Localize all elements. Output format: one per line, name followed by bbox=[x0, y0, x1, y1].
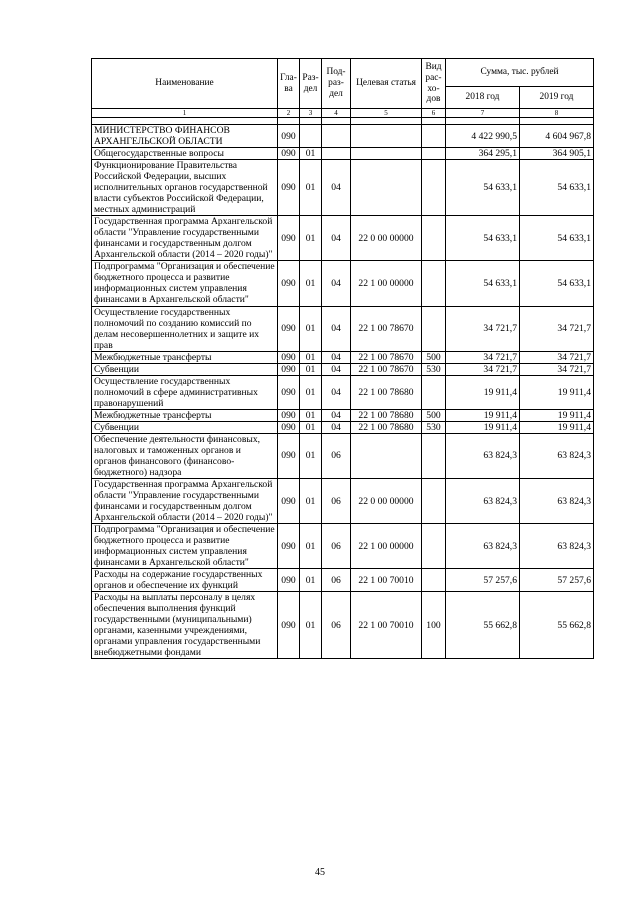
podrazdel-cell: 04 bbox=[322, 375, 351, 409]
podrazdel-cell: 06 bbox=[322, 524, 351, 569]
name-cell: Субвенции bbox=[92, 421, 278, 433]
glava-cell: 090 bbox=[278, 160, 300, 216]
glava-cell: 090 bbox=[278, 409, 300, 421]
celevaya-cell: 22 0 00 00000 bbox=[351, 216, 422, 261]
podrazdel-cell: 04 bbox=[322, 409, 351, 421]
glava-cell: 090 bbox=[278, 569, 300, 592]
vid-cell bbox=[422, 306, 446, 351]
celevaya-cell: 22 1 00 78670 bbox=[351, 363, 422, 375]
celevaya-cell bbox=[351, 433, 422, 478]
glava-cell: 090 bbox=[278, 261, 300, 306]
amount-2019-cell: 34 721,7 bbox=[520, 306, 594, 351]
razdel-cell: 01 bbox=[300, 421, 322, 433]
name-cell: Подпрограмма "Организация и обеспечение бюджетного процесса и развитие информационных систем управления финансами в Архангельской области" bbox=[92, 261, 278, 306]
razdel-cell: 01 bbox=[300, 148, 322, 160]
table-row bbox=[92, 148, 594, 160]
amount-2018-cell: 57 257,6 bbox=[446, 569, 520, 592]
celevaya-cell: 22 1 00 78680 bbox=[351, 409, 422, 421]
name-cell: Подпрограмма "Организация и обеспечение бюджетного процесса и развитие информационных систем управления финансами в Архангельской области" bbox=[92, 524, 278, 569]
podrazdel-cell bbox=[322, 125, 351, 148]
celevaya-cell: 22 1 00 00000 bbox=[351, 261, 422, 306]
page-number: 45 bbox=[315, 867, 325, 878]
amount-2019-cell: 55 662,8 bbox=[520, 592, 594, 659]
glava-cell: 090 bbox=[278, 433, 300, 478]
amount-2019-cell: 4 604 967,8 bbox=[520, 125, 594, 148]
table-row bbox=[92, 160, 594, 216]
amount-2018-cell: 34 721,7 bbox=[446, 363, 520, 375]
table-row bbox=[92, 375, 594, 409]
vid-cell bbox=[422, 569, 446, 592]
table-row bbox=[92, 421, 594, 433]
razdel-cell bbox=[300, 125, 322, 148]
amount-2018-cell: 55 662,8 bbox=[446, 592, 520, 659]
amount-2018-cell: 19 911,4 bbox=[446, 421, 520, 433]
celevaya-cell bbox=[351, 125, 422, 148]
name-cell: Функционирование Правительства Российской Федерации, высших исполнительных органов государственной власти субъектов Российской Федерации, местных администраций bbox=[92, 160, 278, 216]
name-cell: Субвенции bbox=[92, 363, 278, 375]
vid-cell bbox=[422, 125, 446, 148]
column-number: 4 bbox=[322, 109, 351, 118]
glava-cell: 090 bbox=[278, 125, 300, 148]
razdel-cell: 01 bbox=[300, 433, 322, 478]
podrazdel-cell: 06 bbox=[322, 478, 351, 523]
amount-2019-cell: 54 633,1 bbox=[520, 261, 594, 306]
amount-2018-cell: 63 824,3 bbox=[446, 524, 520, 569]
name-cell: Осуществление государственных полномочий в сфере административных правонарушений bbox=[92, 375, 278, 409]
vid-cell: 100 bbox=[422, 592, 446, 659]
column-number: 2 bbox=[278, 109, 300, 118]
podrazdel-cell: 06 bbox=[322, 433, 351, 478]
table-row bbox=[92, 306, 594, 351]
glava-cell: 090 bbox=[278, 524, 300, 569]
column-number-row bbox=[92, 109, 594, 118]
vid-cell bbox=[422, 433, 446, 478]
razdel-cell: 01 bbox=[300, 351, 322, 363]
header-name: Наименование bbox=[92, 59, 278, 109]
amount-2019-cell: 54 633,1 bbox=[520, 216, 594, 261]
glava-cell: 090 bbox=[278, 421, 300, 433]
table-row bbox=[92, 524, 594, 569]
celevaya-cell: 22 1 00 78670 bbox=[351, 306, 422, 351]
glava-cell: 090 bbox=[278, 216, 300, 261]
name-cell: Межбюджетные трансферты bbox=[92, 409, 278, 421]
glava-cell: 090 bbox=[278, 375, 300, 409]
amount-2018-cell: 63 824,3 bbox=[446, 433, 520, 478]
header-vid: Вид рас- хо- дов bbox=[422, 59, 446, 109]
header-razdel: Раз- дел bbox=[300, 59, 322, 109]
amount-2018-cell: 63 824,3 bbox=[446, 478, 520, 523]
razdel-cell: 01 bbox=[300, 375, 322, 409]
celevaya-cell bbox=[351, 160, 422, 216]
vid-cell bbox=[422, 524, 446, 569]
razdel-cell: 01 bbox=[300, 569, 322, 592]
amount-2018-cell: 54 633,1 bbox=[446, 261, 520, 306]
vid-cell: 530 bbox=[422, 421, 446, 433]
celevaya-cell: 22 1 00 78680 bbox=[351, 421, 422, 433]
razdel-cell: 01 bbox=[300, 160, 322, 216]
header-celevaya: Целевая статья bbox=[351, 59, 422, 109]
podrazdel-cell bbox=[322, 148, 351, 160]
celevaya-cell: 22 1 00 70010 bbox=[351, 592, 422, 659]
amount-2019-cell: 364 905,1 bbox=[520, 148, 594, 160]
name-cell: Государственная программа Архангельской области "Управление государственными финансами и государственным долгом Архангельской области (2014 – 2020 годы)" bbox=[92, 478, 278, 523]
vid-cell bbox=[422, 375, 446, 409]
amount-2019-cell: 34 721,7 bbox=[520, 351, 594, 363]
amount-2018-cell: 4 422 990,5 bbox=[446, 125, 520, 148]
vid-cell: 530 bbox=[422, 363, 446, 375]
amount-2018-cell: 34 721,7 bbox=[446, 351, 520, 363]
celevaya-cell: 22 1 00 70010 bbox=[351, 569, 422, 592]
glava-cell: 090 bbox=[278, 148, 300, 160]
header-year-2019: 2019 год bbox=[520, 87, 594, 109]
column-number: 3 bbox=[300, 109, 322, 118]
header-podrazdel: Под- раз- дел bbox=[322, 59, 351, 109]
celevaya-cell: 22 1 00 00000 bbox=[351, 524, 422, 569]
amount-2019-cell: 63 824,3 bbox=[520, 433, 594, 478]
amount-2018-cell: 19 911,4 bbox=[446, 409, 520, 421]
glava-cell: 090 bbox=[278, 351, 300, 363]
vid-cell bbox=[422, 160, 446, 216]
amount-2019-cell: 63 824,3 bbox=[520, 478, 594, 523]
glava-cell: 090 bbox=[278, 363, 300, 375]
amount-2019-cell: 63 824,3 bbox=[520, 524, 594, 569]
glava-cell: 090 bbox=[278, 592, 300, 659]
table-row bbox=[92, 478, 594, 523]
name-cell: Расходы на выплаты персоналу в целях обеспечения выполнения функций государственными (муниципальными) органами, казенными учреждениями, органами управления государственными внебюджетными фондами bbox=[92, 592, 278, 659]
amount-2019-cell: 19 911,4 bbox=[520, 375, 594, 409]
podrazdel-cell: 04 bbox=[322, 421, 351, 433]
razdel-cell: 01 bbox=[300, 524, 322, 569]
column-number: 8 bbox=[520, 109, 594, 118]
header-glava: Гла- ва bbox=[278, 59, 300, 109]
podrazdel-cell: 04 bbox=[322, 216, 351, 261]
amount-2018-cell: 54 633,1 bbox=[446, 216, 520, 261]
name-cell: Общегосударственные вопросы bbox=[92, 148, 278, 160]
razdel-cell: 01 bbox=[300, 306, 322, 351]
name-cell: Обеспечение деятельности финансовых, налоговых и таможенных органов и органов финансового (финансово-бюджетного) надзора bbox=[92, 433, 278, 478]
razdel-cell: 01 bbox=[300, 261, 322, 306]
amount-2018-cell: 19 911,4 bbox=[446, 375, 520, 409]
amount-2019-cell: 57 257,6 bbox=[520, 569, 594, 592]
table-row bbox=[92, 409, 594, 421]
razdel-cell: 01 bbox=[300, 363, 322, 375]
vid-cell bbox=[422, 216, 446, 261]
column-number: 1 bbox=[92, 109, 278, 118]
column-number: 5 bbox=[351, 109, 422, 118]
celevaya-cell: 22 0 00 00000 bbox=[351, 478, 422, 523]
podrazdel-cell: 04 bbox=[322, 306, 351, 351]
column-number: 7 bbox=[446, 109, 520, 118]
amount-2018-cell: 34 721,7 bbox=[446, 306, 520, 351]
podrazdel-cell: 04 bbox=[322, 363, 351, 375]
header-summa: Сумма, тыс. рублей bbox=[446, 59, 594, 87]
table-row bbox=[92, 363, 594, 375]
razdel-cell: 01 bbox=[300, 409, 322, 421]
glava-cell: 090 bbox=[278, 478, 300, 523]
podrazdel-cell: 04 bbox=[322, 351, 351, 363]
razdel-cell: 01 bbox=[300, 216, 322, 261]
celevaya-cell: 22 1 00 78680 bbox=[351, 375, 422, 409]
name-cell: МИНИСТЕРСТВО ФИНАНСОВ АРХАНГЕЛЬСКОЙ ОБЛАСТИ bbox=[92, 125, 278, 148]
celevaya-cell: 22 1 00 78670 bbox=[351, 351, 422, 363]
amount-2018-cell: 54 633,1 bbox=[446, 160, 520, 216]
vid-cell: 500 bbox=[422, 409, 446, 421]
table-row bbox=[92, 433, 594, 478]
vid-cell bbox=[422, 148, 446, 160]
table-row bbox=[92, 351, 594, 363]
table-row bbox=[92, 216, 594, 261]
table-row bbox=[92, 569, 594, 592]
name-cell: Расходы на содержание государственных органов и обеспечение их функций bbox=[92, 569, 278, 592]
glava-cell: 090 bbox=[278, 306, 300, 351]
podrazdel-cell: 06 bbox=[322, 592, 351, 659]
razdel-cell: 01 bbox=[300, 478, 322, 523]
table-body bbox=[92, 125, 594, 659]
vid-cell: 500 bbox=[422, 351, 446, 363]
vid-cell bbox=[422, 261, 446, 306]
podrazdel-cell: 04 bbox=[322, 261, 351, 306]
budget-table bbox=[91, 58, 594, 659]
name-cell: Осуществление государственных полномочий по созданию комиссий по делам несовершеннолетних и защите их прав bbox=[92, 306, 278, 351]
amount-2019-cell: 19 911,4 bbox=[520, 421, 594, 433]
name-cell: Межбюджетные трансферты bbox=[92, 351, 278, 363]
podrazdel-cell: 04 bbox=[322, 160, 351, 216]
table-row bbox=[92, 125, 594, 148]
spacer-row bbox=[92, 118, 594, 125]
table-row bbox=[92, 592, 594, 659]
amount-2019-cell: 54 633,1 bbox=[520, 160, 594, 216]
celevaya-cell bbox=[351, 148, 422, 160]
podrazdel-cell: 06 bbox=[322, 569, 351, 592]
amount-2019-cell: 34 721,7 bbox=[520, 363, 594, 375]
table-row bbox=[92, 261, 594, 306]
amount-2018-cell: 364 295,1 bbox=[446, 148, 520, 160]
header-year-2018: 2018 год bbox=[446, 87, 520, 109]
amount-2019-cell: 19 911,4 bbox=[520, 409, 594, 421]
name-cell: Государственная программа Архангельской области "Управление государственными финансами и государственным долгом Архангельской области (2014 – 2020 годы)" bbox=[92, 216, 278, 261]
razdel-cell: 01 bbox=[300, 592, 322, 659]
column-number: 6 bbox=[422, 109, 446, 118]
vid-cell bbox=[422, 478, 446, 523]
